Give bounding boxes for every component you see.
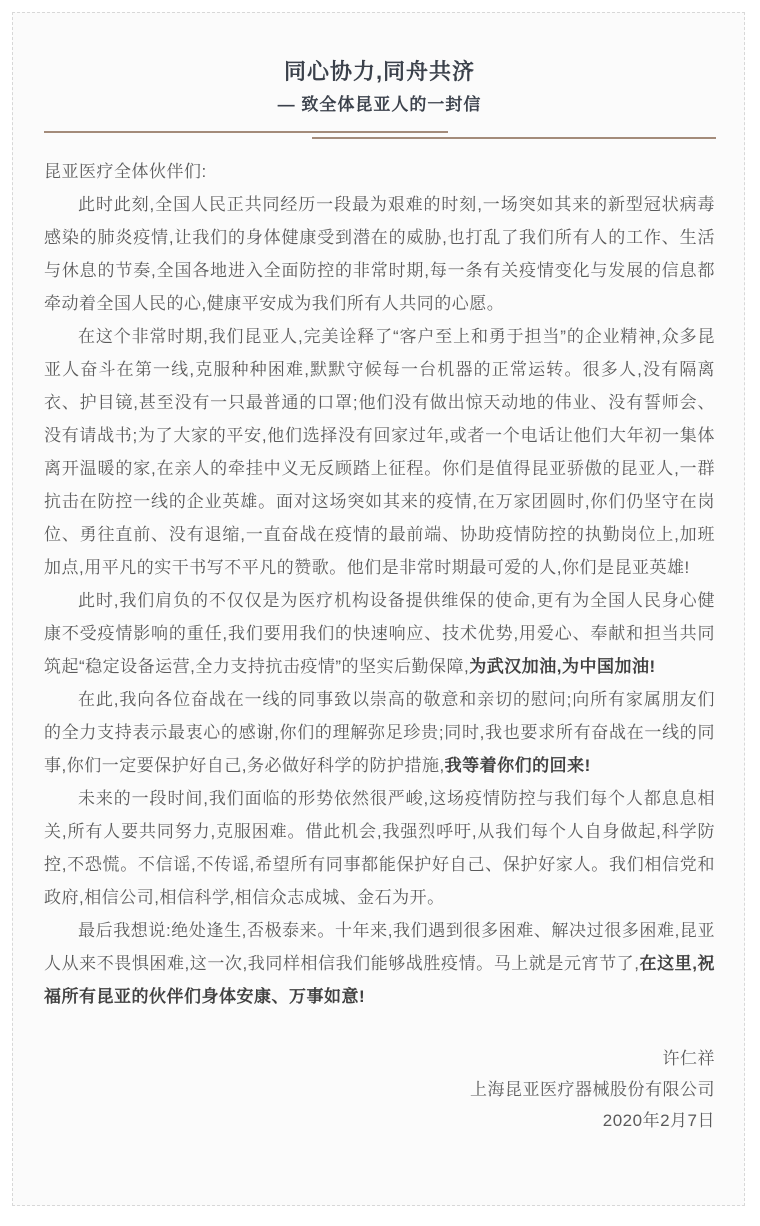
paragraph-6-text: 最后我想说:绝处逢生,否极泰来。十年来,我们遇到很多困难、解决过很多困难,昆亚人从来不畏惧困难,这一次,我同样相信我们能够战胜疫情。马上就是元宵节了, (44, 921, 715, 973)
signature-date: 2020年2月7日 (602, 1111, 715, 1130)
paragraph-6-bold: 在这里,祝福所有昆亚的伙伴们身体安康、万事如意! (44, 954, 715, 1006)
paragraph-3-bold: 为武汉加油,为中国加油! (469, 657, 656, 676)
divider-line-right (312, 137, 716, 139)
paragraph-6 (44, 914, 715, 1013)
letter-body (44, 155, 715, 1013)
salutation: 昆亚医疗全体伙伴们: (44, 162, 207, 181)
paragraph-4-bold: 我等着你们的回来! (444, 756, 591, 775)
paragraph-4 (44, 683, 715, 782)
header-divider (44, 131, 715, 141)
signature-block (44, 1043, 715, 1136)
paragraph-2 (44, 320, 715, 584)
signature-name: 许仁祥 (662, 1049, 715, 1068)
paragraph-2-text: 在这个非常时期,我们昆亚人,完美诠释了“客户至上和勇于担当”的企业精神,众多昆亚人奋斗在第一线,克服种种困难,默默守候每一台机器的正常运转。很多人,没有隔离衣、护目镜,甚至没有一只最普通的口罩;他们没有做出惊天动地的伟业、没有誓师会、没有请战书;为了大家的平安,他们选择没有回家过年,或者一个电话让他们大年初一集体离开温暖的家,在亲人的牵挂中义无反顾踏上征程。你们是值得昆亚骄傲的昆亚人,一群抗击在防控一线的企业英雄。面对这场突如其来的疫情,在万家团圆时,你们仍坚守在岗位、勇往直前、没有退缩,一直奋战在疫情的最前端、协助疫情防控的执勤岗位上,加班加点,用平凡的实干书写不平凡的赞歌。他们是非常时期最可爱的人,你们是昆亚英雄! (44, 327, 715, 577)
paragraph-1-text: 此时此刻,全国人民正共同经历一段最为艰难的时刻,一场突如其来的新型冠状病毒感染的肺炎疫情,让我们的身体健康受到潜在的威胁,也打乱了我们所有人的工作、生活与休息的节奏,全国各地进入全面防控的非常时期,每一条有关疫情变化与发展的信息都牵动着全国人民的心,健康平安成为我们所有人共同的心愿。 (44, 195, 715, 313)
paragraph-3-text: 此时,我们肩负的不仅仅是为医疗机构设备提供维保的使命,更有为全国人民身心健康不受疫情影响的重任,我们要用我们的快速响应、技术优势,用爱心、奉献和担当共同筑起“稳定设备运营,全力支持抗击疫情”的坚实后勤保障, (44, 591, 715, 676)
letter-title: 同心协力,同舟共济 (283, 59, 476, 84)
paragraph-5 (44, 782, 715, 914)
paragraph-4-text: 在此,我向各位奋战在一线的同事致以崇高的敬意和亲切的慰问;向所有家属朋友们的全力支持表示最衷心的感谢,你们的理解弥足珍贵;同时,我也要求所有奋战在一线的同事,你们一定要保护好自己,务必做好科学的防护措施, (44, 690, 715, 775)
divider-line-left (44, 131, 448, 133)
paragraph-5-text: 未来的一段时间,我们面临的形势依然很严峻,这场疫情防控与我们每个人都息息相关,所有人要共同努力,克服困难。借此机会,我强烈呼吁,从我们每个人自身做起,科学防控,不恐慌。不信谣,不传谣,希望所有同事都能保护好自己、保护好家人。我们相信党和政府,相信公司,相信科学,相信众志成城、金石为开。 (44, 789, 715, 907)
paragraph-3 (44, 584, 715, 683)
paragraph-1 (44, 188, 715, 320)
letter-panel (12, 12, 745, 1206)
letter-subtitle: — 致全体昆亚人的一封信 (277, 95, 482, 114)
signature-company: 上海昆亚医疗器械股份有限公司 (470, 1080, 715, 1099)
